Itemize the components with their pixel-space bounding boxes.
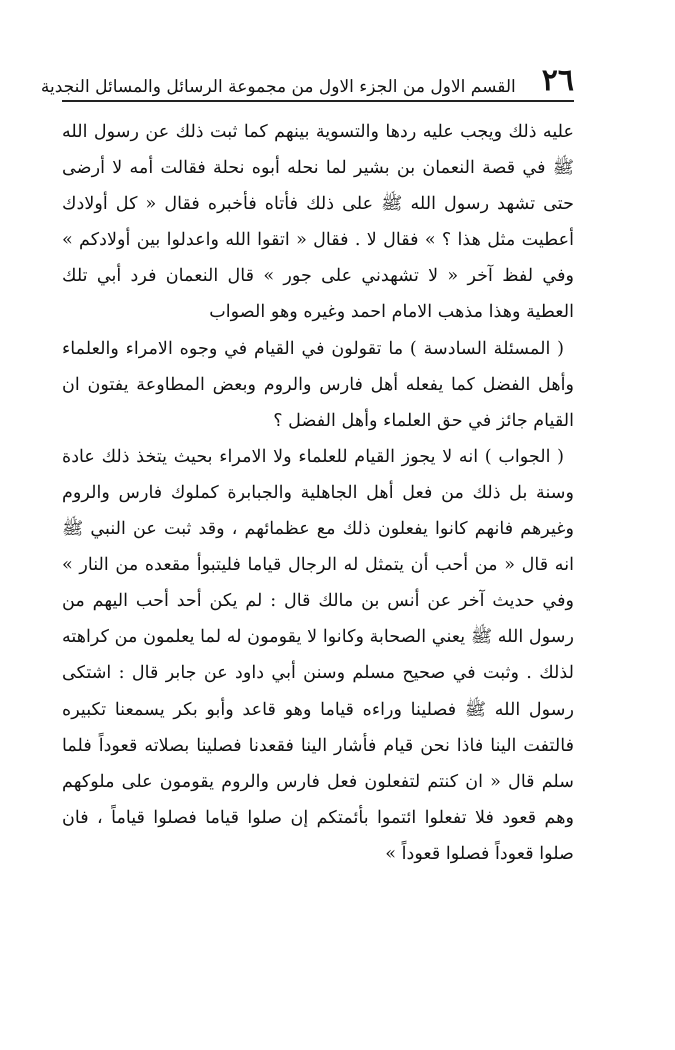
page-header: [40, 56, 574, 98]
header-divider: [62, 100, 574, 102]
paragraph-question-six: ( المسئلة السادسة ) ما تقولون في القيام في وجوه الامراء والعلماء وأهل الفضل كما يفعله أهل فارس والروم وبعض المطاوعة يفتون ان القيام جائز في حق العلماء وأهل الفضل ؟: [62, 338, 574, 431]
paragraph-continuation: عليه ذلك ويجب عليه ردها والتسوية بينهم كما ثبت ذلك عن رسول الله ﷺ في قصة النعمان بن بشير لما نحله أبوه نحلة فقالت أمه لا أرضى حتى تشهد رسول الله ﷺ على ذلك فأتاه فأخبره فقال « كل أولادك أعطيت مثل هذا ؟ » فقال لا . فقال « اتقوا الله واعدلوا بين أولادكم » وفي لفظ آخر « لا تشهدني على جور » قال النعمان فرد أبي تلك العطية وهذا مذهب الامام احمد وغيره وهو الصواب: [62, 122, 574, 323]
body-text: [62, 114, 574, 872]
page-number: ٢٦: [541, 63, 574, 98]
running-title: القسم الاول من الجزء الاول من مجموعة الرسائل والمسائل النجدية: [40, 77, 516, 97]
paragraph-answer: ( الجواب ) انه لا يجوز القيام للعلماء ولا الامراء بحيث يتخذ ذلك عادة وسنة بل ذلك من فعل أهل الجاهلية والجبابرة كملوك فارس والروم وغيرهم فانهم كانوا يفعلون ذلك مع عظمائهم ، وقد ثبت عن النبي ﷺ انه قال « من أحب أن يتمثل له الرجال قياما فليتبوأ مقعده من النار » وفي حديث آخر عن أنس بن مالك قال : لم يكن أحد أحب اليهم من رسول الله ﷺ يعني الصحابة وكانوا لا يقومون له لما يعلمون من كراهته لذلك . وثبت في صحيح مسلم وسنن أبي داود عن جابر قال : اشتكى رسول الله ﷺ فصلينا وراءه قياما وهو قاعد وأبو بكر يسمعنا تكبيره فالتفت الينا فاذا نحن قيام فأشار الينا فقعدنا فصلينا بصلاته قعوداً فلما سلم قال « ان كنتم لتفعلون فعل فارس والروم يقومون على ملوكهم وهم قعود فلا تفعلوا ائتموا بأئمتكم إن صلوا قياما فصلوا قياماً ، فان صلوا قعوداً فصلوا قعوداً »: [62, 446, 574, 864]
